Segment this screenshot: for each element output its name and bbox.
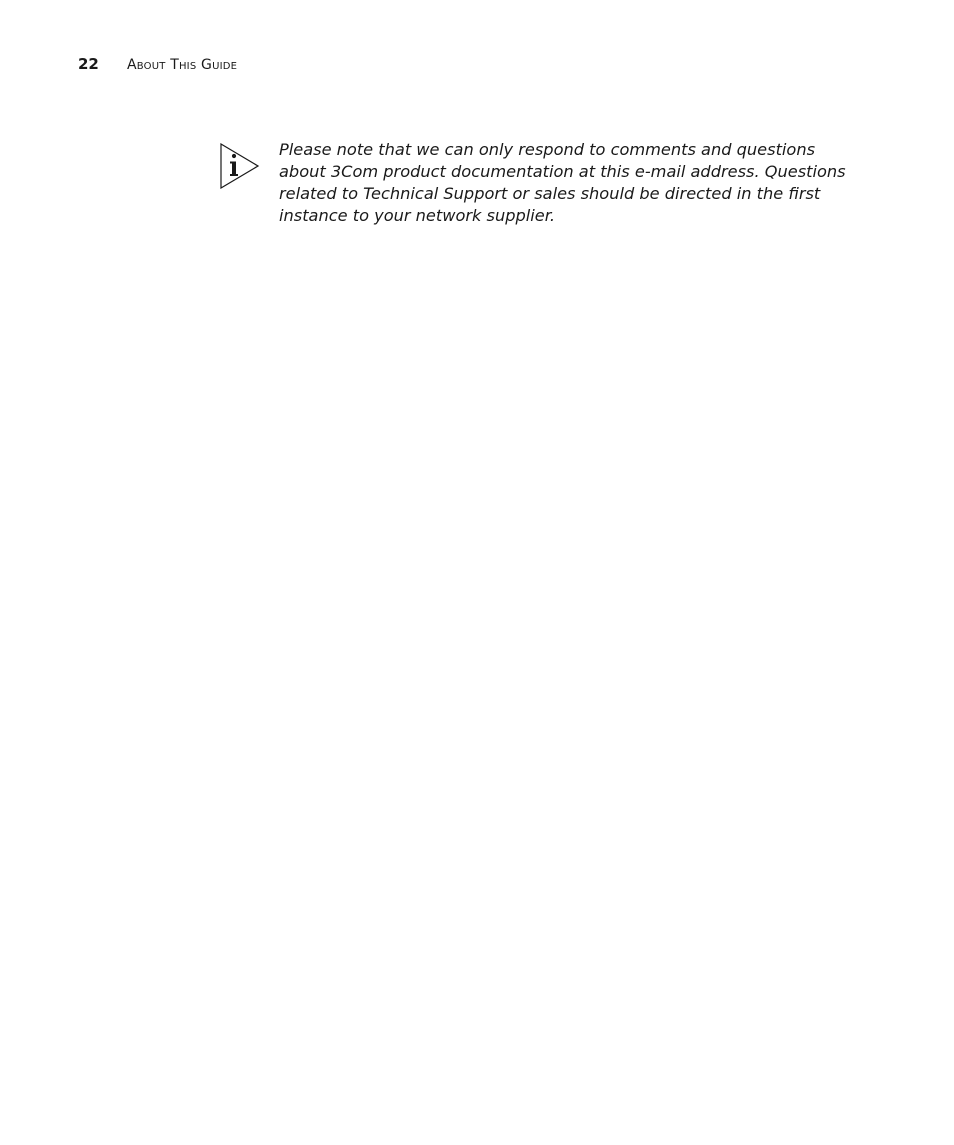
page-header	[78, 55, 237, 73]
note-text: Please note that we can only respond to comments and questions about 3Com product documentation at this e-mail address. Questions related to Technical Support or sales should be directed in the first instance to your network supplier.	[279, 140, 846, 225]
running-title: About This Guide	[127, 57, 238, 73]
note-block	[220, 139, 860, 227]
info-icon	[220, 143, 260, 189]
page-number: 22	[78, 55, 99, 73]
